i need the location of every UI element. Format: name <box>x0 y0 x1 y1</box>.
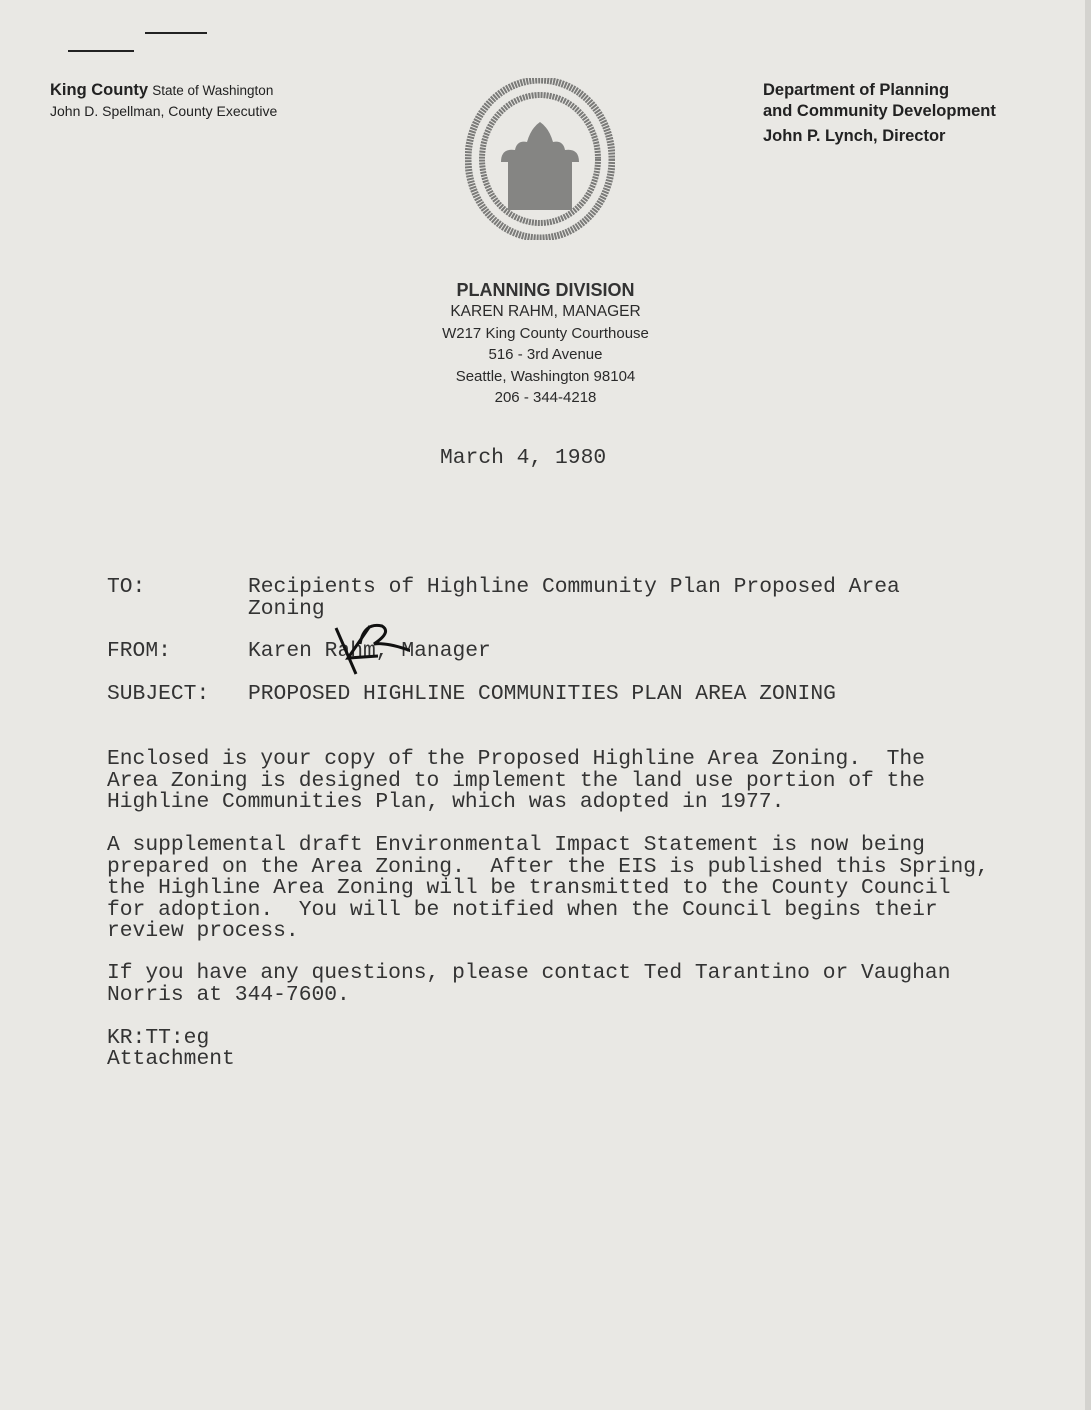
from-label: FROM: <box>107 639 171 663</box>
memo-date: March 4, 1980 <box>440 446 607 470</box>
to-value: Recipients of Highline Community Plan Proposed Area Zoning <box>248 575 900 621</box>
reference-initials: KR:TT:eg <box>107 1026 210 1050</box>
county-header <box>50 80 277 121</box>
division-block <box>0 279 1091 409</box>
department-header <box>763 80 996 147</box>
body-paragraph-3: If you have any questions, please contact Ted Tarantino or Vaughan Norris at 344-7600. <box>107 961 951 1007</box>
body-paragraph-2: A supplemental draft Environmental Impact Statement is now being prepared on the Area Zoning. After the EIS is published this Spring, the Highline Area Zoning will be transmitted to the County Council for adoption. You will be notified when the Council begins their review process. <box>107 833 989 943</box>
attachment-note: Attachment <box>107 1047 235 1071</box>
county-executive: John D. Spellman, County Executive <box>50 103 278 119</box>
division-address-1: W217 King County Courthouse <box>442 324 649 342</box>
scan-mark <box>68 50 134 52</box>
division-manager: KAREN RAHM, MANAGER <box>450 303 641 320</box>
to-label: TO: <box>107 575 146 599</box>
state-name: State of Washington <box>152 83 274 98</box>
body-paragraph-1: Enclosed is your copy of the Proposed Highline Area Zoning. The Area Zoning is designed to implement the land use portion of the Highline Communities Plan, which was adopted in 1977. <box>107 747 925 814</box>
division-phone: 206 - 344-4218 <box>494 389 597 406</box>
signature-initials <box>330 618 410 683</box>
department-line-1: Department of Planning <box>763 81 950 99</box>
department-director: John P. Lynch, Director <box>763 127 946 145</box>
division-city: Seattle, Washington 98104 <box>455 367 636 385</box>
county-name: King County <box>50 81 149 99</box>
from-value: Karen Rahm, Manager <box>248 639 491 663</box>
division-title: PLANNING DIVISION <box>456 280 635 300</box>
king-county-seal-logo <box>465 78 615 240</box>
scan-mark <box>145 32 207 34</box>
subject-value: PROPOSED HIGHLINE COMMUNITIES PLAN AREA ZONING <box>248 682 836 706</box>
subject-label: SUBJECT: <box>107 682 210 706</box>
page-edge-shadow <box>1085 0 1091 1410</box>
division-address-2: 516 - 3rd Avenue <box>488 346 603 363</box>
department-line-2: and Community Development <box>763 102 996 120</box>
